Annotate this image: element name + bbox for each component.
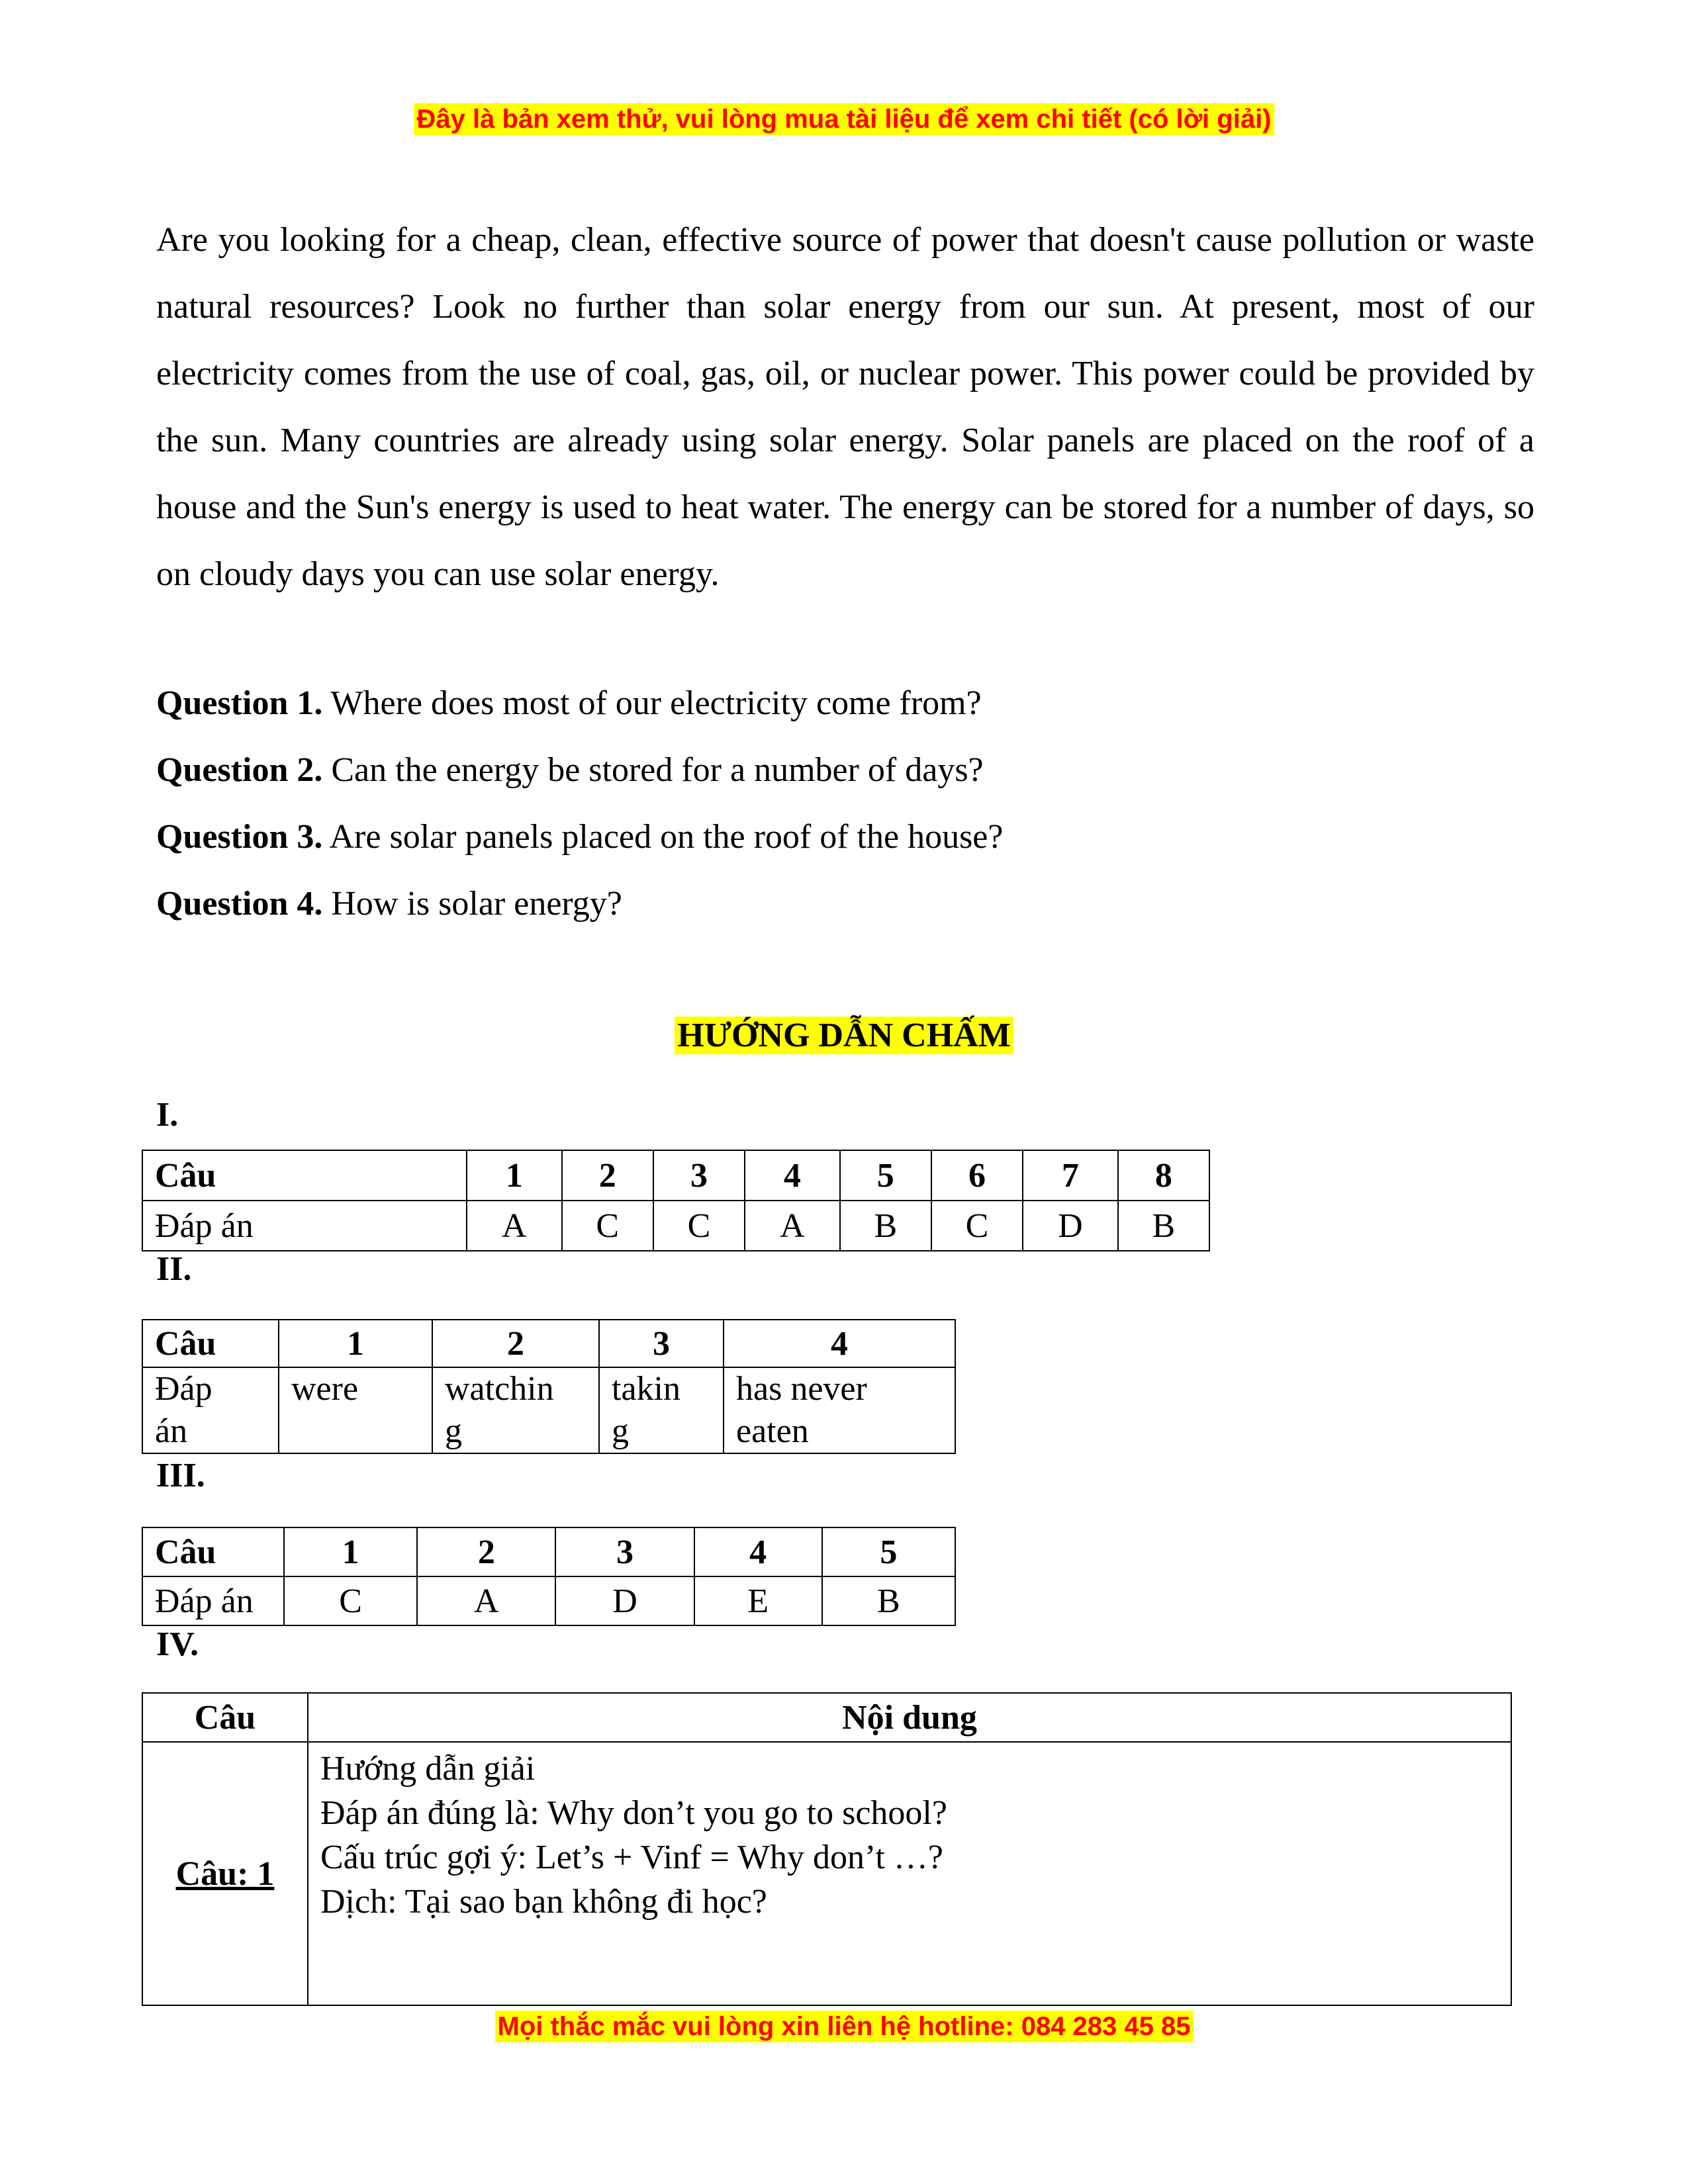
table-header-cell: Nội dung xyxy=(308,1693,1511,1742)
hotline-text: Mọi thắc mắc vui lòng xin liên hệ hotline: 084 283 45 85 xyxy=(495,2011,1194,2042)
answer-cell: D xyxy=(555,1576,694,1625)
reading-passage: Are you looking for a cheap, clean, effective source of power that doesn't cause pollution or waste natural resources? Look no further than solar energy from our sun. At present, most of our electricity comes from the use of coal, gas, oil, or nuclear power. This power could be provided by the sun. Many countries are already using solar energy. Solar panels are placed on the roof of a house and the Sun's energy is used to heat water. The energy can be stored for a number of days, so on cloudy days you can use solar energy. xyxy=(156,221,1534,593)
grading-guide-title: HƯỚNG DẪN CHẤM xyxy=(0,1016,1688,1055)
table-header-cell: Câu xyxy=(142,1150,467,1201)
question-number-cell: 3 xyxy=(555,1527,694,1576)
preview-notice-text: Đây là bản xem thử, vui lòng mua tài liệu để xem chi tiết (có lời giải) xyxy=(414,103,1274,135)
answer-cell: C xyxy=(562,1201,653,1251)
question-number-cell: 6 xyxy=(931,1150,1023,1201)
question-label: Question 4. xyxy=(156,885,323,923)
explanation-line: Hướng dẫn giải xyxy=(320,1750,536,1788)
explanation-table-section-4 xyxy=(142,1692,1512,2006)
answer-label-cell: Đáp án xyxy=(142,1367,279,1453)
question-text: Are solar panels placed on the roof of the house? xyxy=(322,818,1004,856)
question-item xyxy=(156,737,1003,803)
answer-cell: A xyxy=(467,1201,562,1251)
answer-cell: C xyxy=(284,1576,417,1625)
answer-cell: watchin g xyxy=(432,1367,599,1453)
table-header-cell: Câu xyxy=(142,1527,284,1576)
answer-table-section-1 xyxy=(142,1150,1210,1251)
question-number-cell: 3 xyxy=(599,1320,724,1367)
answer-cell: B xyxy=(1118,1201,1209,1251)
question-number-cell: 1 xyxy=(279,1320,432,1367)
question-text: Can the energy be stored for a number of days? xyxy=(322,751,984,789)
answer-cell: C xyxy=(931,1201,1023,1251)
hotline-banner xyxy=(0,2012,1688,2042)
question-number-cell: 4 xyxy=(724,1320,955,1367)
question-label: Question 2. xyxy=(156,751,323,789)
answer-cell: D xyxy=(1023,1201,1118,1251)
question-number-cell: 2 xyxy=(432,1320,599,1367)
answer-cell: A xyxy=(417,1576,555,1625)
answer-cell: takin g xyxy=(599,1367,724,1453)
question-text: Where does most of our electricity come from? xyxy=(322,684,982,722)
answer-table-section-2 xyxy=(142,1319,956,1454)
explanation-line: Đáp án đúng là: Why don’t you go to school? xyxy=(320,1794,947,1832)
question-label: Question 1. xyxy=(156,684,323,722)
preview-notice-banner xyxy=(0,105,1688,134)
question-item xyxy=(156,803,1003,870)
answer-label-cell: Đáp án xyxy=(142,1576,284,1625)
question-number-cell: 5 xyxy=(822,1527,955,1576)
answer-label-cell: Đáp án xyxy=(142,1201,467,1251)
question-label: Question 3. xyxy=(156,818,323,856)
question-number-cell: 5 xyxy=(840,1150,931,1201)
answer-cell: B xyxy=(822,1576,955,1625)
explanation-cell xyxy=(308,1742,1511,2005)
question-list xyxy=(156,670,1003,937)
explanation-line: Cấu trúc gợi ý: Let’s + Vinf = Why don’t …? xyxy=(320,1839,943,1876)
question-cell: Câu: 1 xyxy=(142,1742,308,2005)
answer-cell: C xyxy=(653,1201,745,1251)
question-number-cell: 4 xyxy=(745,1150,840,1201)
question-number-cell: 1 xyxy=(467,1150,562,1201)
answer-cell: were xyxy=(279,1367,432,1453)
explanation-line: Dịch: Tại sao bạn không đi học? xyxy=(320,1883,767,1921)
question-number-cell: 4 xyxy=(694,1527,822,1576)
question-item xyxy=(156,870,1003,937)
table-header-cell: Câu xyxy=(142,1693,308,1742)
answer-cell: A xyxy=(745,1201,840,1251)
question-number-cell: 2 xyxy=(562,1150,653,1201)
question-item xyxy=(156,670,1003,737)
answer-cell: B xyxy=(840,1201,931,1251)
question-number-cell: 7 xyxy=(1023,1150,1118,1201)
section-label-4: IV. xyxy=(156,1625,199,1663)
section-label-2: II. xyxy=(156,1250,192,1288)
section-label-1: I. xyxy=(156,1096,179,1134)
question-number-cell: 8 xyxy=(1118,1150,1209,1201)
question-text: How is solar energy? xyxy=(322,885,622,923)
answer-cell: has never eaten xyxy=(724,1367,955,1453)
answer-cell: E xyxy=(694,1576,822,1625)
question-number-cell: 1 xyxy=(284,1527,417,1576)
section-label-3: III. xyxy=(156,1457,205,1494)
question-number-cell: 3 xyxy=(653,1150,745,1201)
answer-table-section-3 xyxy=(142,1527,956,1626)
table-header-cell: Câu xyxy=(142,1320,279,1367)
question-number-cell: 2 xyxy=(417,1527,555,1576)
